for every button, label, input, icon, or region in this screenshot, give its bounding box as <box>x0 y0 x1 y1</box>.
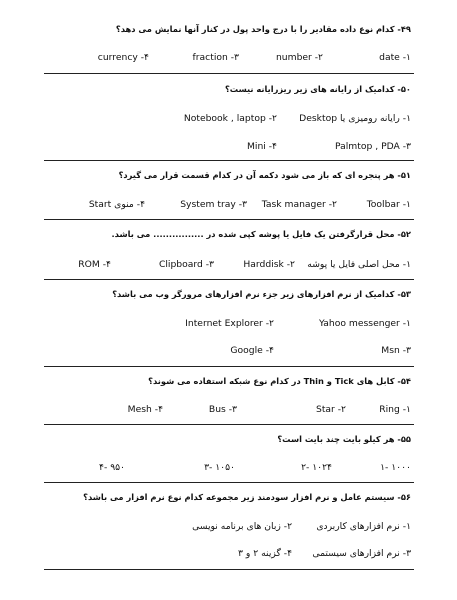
q53-option-1: Yahoo messenger -۱ <box>318 318 411 329</box>
q52-option-3: Clipboard -۳ <box>158 259 214 270</box>
q55-option-3: ۱۰۵۰ -۳ <box>204 462 235 473</box>
q54-option-2: Star -۲ <box>315 404 346 415</box>
q51-option-3: System tray -۳ <box>180 199 247 210</box>
question-50: ۵۰- کدامیک از رایانه های زیر ریزرایانه نیست؟ <box>224 84 411 94</box>
q56-option-2: ۲- زبان های برنامه نویسی <box>192 521 292 532</box>
q56-option-4: ۴- گزینه ۲ و ۳ <box>238 548 292 559</box>
q54-option-1: Ring -۱ <box>379 404 411 415</box>
q55-option-2: ۱۰۲۴ -۲ <box>301 462 332 473</box>
q53-option-3: Msn -۳ <box>381 345 411 356</box>
separator-line <box>44 424 414 425</box>
question-53: ۵۳- کدامیک از نرم افزارهای زیر جزء نرم افزارهای مرورگر وب می باشد؟ <box>112 289 411 299</box>
separator-line <box>44 160 414 161</box>
q52-option-4: ROM -۴ <box>78 259 111 270</box>
q53-option-2: Internet Explorer -۲ <box>185 318 274 329</box>
separator-line <box>44 279 414 280</box>
question-49: ۴۹- کدام نوع داده مقادیر را با درج واحد پول در کنار آنها نمایش می دهد؟ <box>115 24 411 34</box>
question-54: ۵۴- کابل های Tick و Thin در کدام نوع شبکه استفاده می شوند؟ <box>148 376 411 386</box>
separator-line <box>44 482 414 483</box>
q50-option-3: Palmtop , PDA -۳ <box>335 141 411 152</box>
q55-option-1: ۱۰۰۰ -۱ <box>380 462 411 473</box>
q49-option-2: number -۲ <box>275 52 323 63</box>
q51-option-4: ۴- منوی Start <box>88 199 145 210</box>
question-56: ۵۶- سیستم عامل و نرم افزار سودمند زیر مجموعه کدام نوع نرم افزار می باشد؟ <box>83 492 411 502</box>
q50-option-1: ۱- رایانه رومیزی یا Desktop <box>299 113 411 124</box>
q52-option-2: Harddisk -۲ <box>243 259 295 270</box>
q51-option-1: Toolbar -۱ <box>366 199 411 210</box>
q54-option-4: Mesh -۴ <box>127 404 163 415</box>
q56-option-3: ۳- نرم افزارهای سیستمی <box>312 548 411 559</box>
q50-option-4: Mini -۴ <box>246 141 277 152</box>
q55-option-4: ۹۵۰ -۴ <box>99 462 125 473</box>
question-51: ۵۱- هر پنجره ای که باز می شود دکمه آن در کدام قسمت قرار می گیرد؟ <box>118 170 411 180</box>
separator-line <box>44 569 414 570</box>
q52-option-1: ۱- محل اصلی فایل یا پوشه <box>307 259 411 270</box>
separator-line <box>44 73 414 74</box>
separator-line <box>44 366 414 367</box>
question-52: ۵۲- محل قرارگرفتن یک فایل یا پوشه کپی شده در ................ می باشد. <box>111 229 411 239</box>
q49-option-1: date -۱ <box>379 52 411 63</box>
q54-option-3: Bus -۳ <box>208 404 237 415</box>
q56-option-1: ۱- نرم افزارهای کاربردی <box>316 521 411 532</box>
q49-option-4: currency -۴ <box>97 52 149 63</box>
q53-option-4: Google -۴ <box>230 345 274 356</box>
q49-option-3: fraction -۳ <box>192 52 239 63</box>
question-55: ۵۵- هر کیلو بایت چند بایت است؟ <box>277 434 411 444</box>
q51-option-2: Task manager -۲ <box>261 199 337 210</box>
q50-option-2: Notebook , laptop -۲ <box>183 113 277 124</box>
separator-line <box>44 219 414 220</box>
